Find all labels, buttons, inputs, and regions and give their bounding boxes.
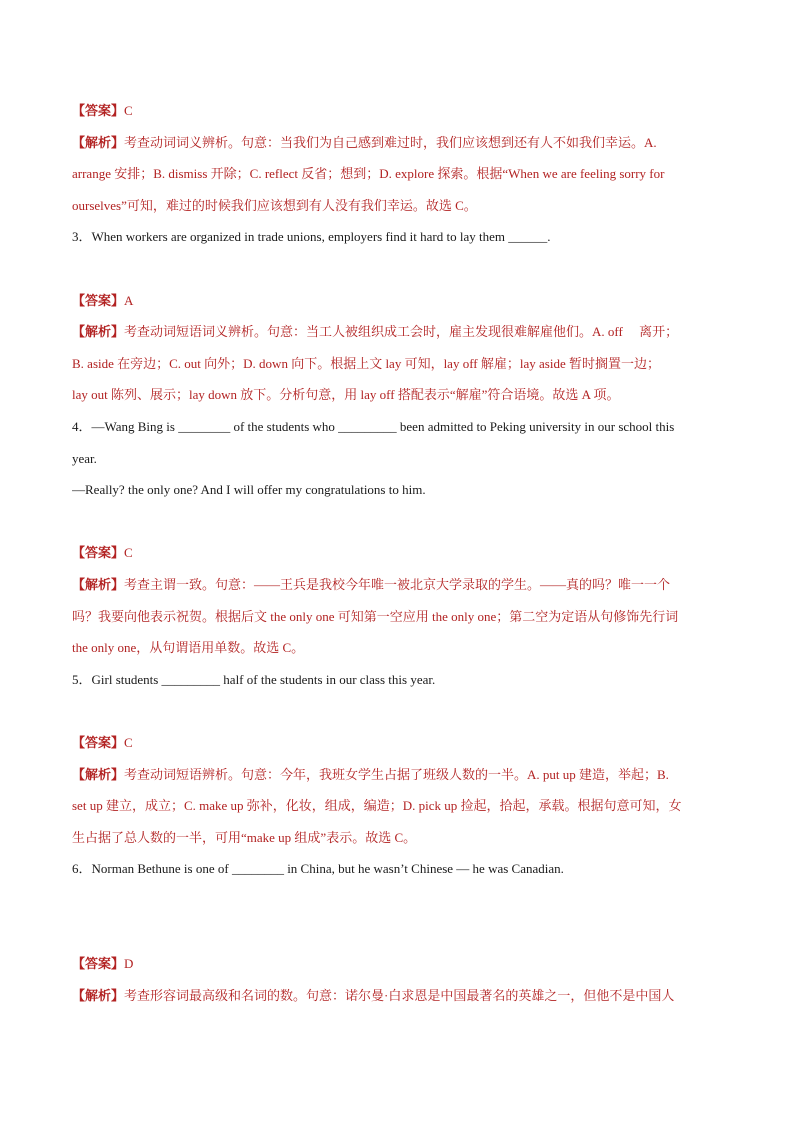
analysis-text: lay out 陈列、展示；lay down 放下。分析句意，用 lay off 搭配表示“解雇”符合语境。故选 A 项。 [72,387,620,402]
question-text: 6．Norman Bethune is one of ________ in China, but he wasn’t Chinese — he was Canadian. [72,861,564,876]
analysis-line [72,164,732,184]
analysis-text: B. aside 在旁边；C. out 向外；D. down 向下。根据上文 lay 可知，lay off 解雇；lay aside 暂时搁置一边； [72,356,660,371]
answer-tag: 【答案】 [72,956,125,971]
question-text: 4．—Wang Bing is ________ of the students who _________ been admitted to Peking university in our school this [72,419,675,434]
analysis-line [72,133,732,153]
analysis-tag: 【解析】 [72,135,125,150]
answer-line [72,291,732,311]
analysis-text: 考查动词词义辨析。句意：当我们为自己感到难过时，我们应该想到还有人不如我们幸运。A. [124,135,657,150]
question-text: year. [72,451,97,466]
analysis-text: ourselves”可知，难过的时候我们应该想到有人没有我们幸运。故选 C。 [72,198,477,213]
answer-value: C [124,545,133,560]
analysis-text: 考查动词短语辨析。句意：今年，我班女学生占据了班级人数的一半。A. put up 建造，举起；B. [124,767,669,782]
analysis-text: 吗？我要向他表示祝贺。根据后文 the only one 可知第一空应用 the only one；第二空为定语从句修饰先行词 [72,609,679,624]
question-text: 3．When workers are organized in trade unions, employers find it hard to lay them ______. [72,229,551,244]
answer-tag: 【答案】 [72,103,125,118]
question-text: 5．Girl students _________ half of the students in our class this year. [72,672,436,687]
analysis-line [72,385,732,405]
analysis-line [72,765,732,785]
analysis-text: 考查主谓一致。句意：——王兵是我校今年唯一被北京大学录取的学生。——真的吗？唯一一个 [124,577,671,592]
analysis-text: set up 建立，成立；C. make up 弥补，化妆，组成，编造；D. pick up 捡起，拾起，承载。根据句意可知，女 [72,798,682,813]
analysis-line [72,828,732,848]
answer-line [72,543,732,563]
answer-tag: 【答案】 [72,293,125,308]
analysis-text: the only one，从句谓语用单数。故选 C。 [72,640,305,655]
analysis-line [72,354,732,374]
answer-value: A [124,293,134,308]
answer-tag: 【答案】 [72,735,125,750]
analysis-line [72,607,732,627]
answer-value: C [124,735,133,750]
analysis-text: arrange 安排；B. dismiss 开除；C. reflect 反省；想到；D. explore 探索。根据“When we are feeling sorry for [72,166,665,181]
analysis-tag: 【解析】 [72,577,125,592]
analysis-tag: 【解析】 [72,767,125,782]
answer-line [72,954,732,974]
answer-tag: 【答案】 [72,545,125,560]
analysis-tag: 【解析】 [72,324,125,339]
answer-value: D [124,956,134,971]
analysis-text: 考查形容词最高级和名词的数。句意：诺尔曼·白求恩是中国最著名的英雄之一，但他不是中国人 [124,988,675,1003]
answer-value: C [124,103,133,118]
question-text: —Really? the only one? And I will offer my congratulations to him. [72,482,426,497]
analysis-line [72,796,732,816]
analysis-line [72,986,732,1006]
answer-line [72,733,732,753]
analysis-line [72,196,732,216]
analysis-tag: 【解析】 [72,988,125,1003]
analysis-line [72,322,732,342]
analysis-line [72,638,732,658]
answer-line [72,101,732,121]
analysis-line [72,575,732,595]
analysis-text: 考查动词短语词义辨析。句意：当工人被组织成工会时，雇主发现很难解雇他们。A. off 离开； [124,324,679,339]
analysis-text: 生占据了总人数的一半，可用“make up 组成”表示。故选 C。 [72,830,417,845]
